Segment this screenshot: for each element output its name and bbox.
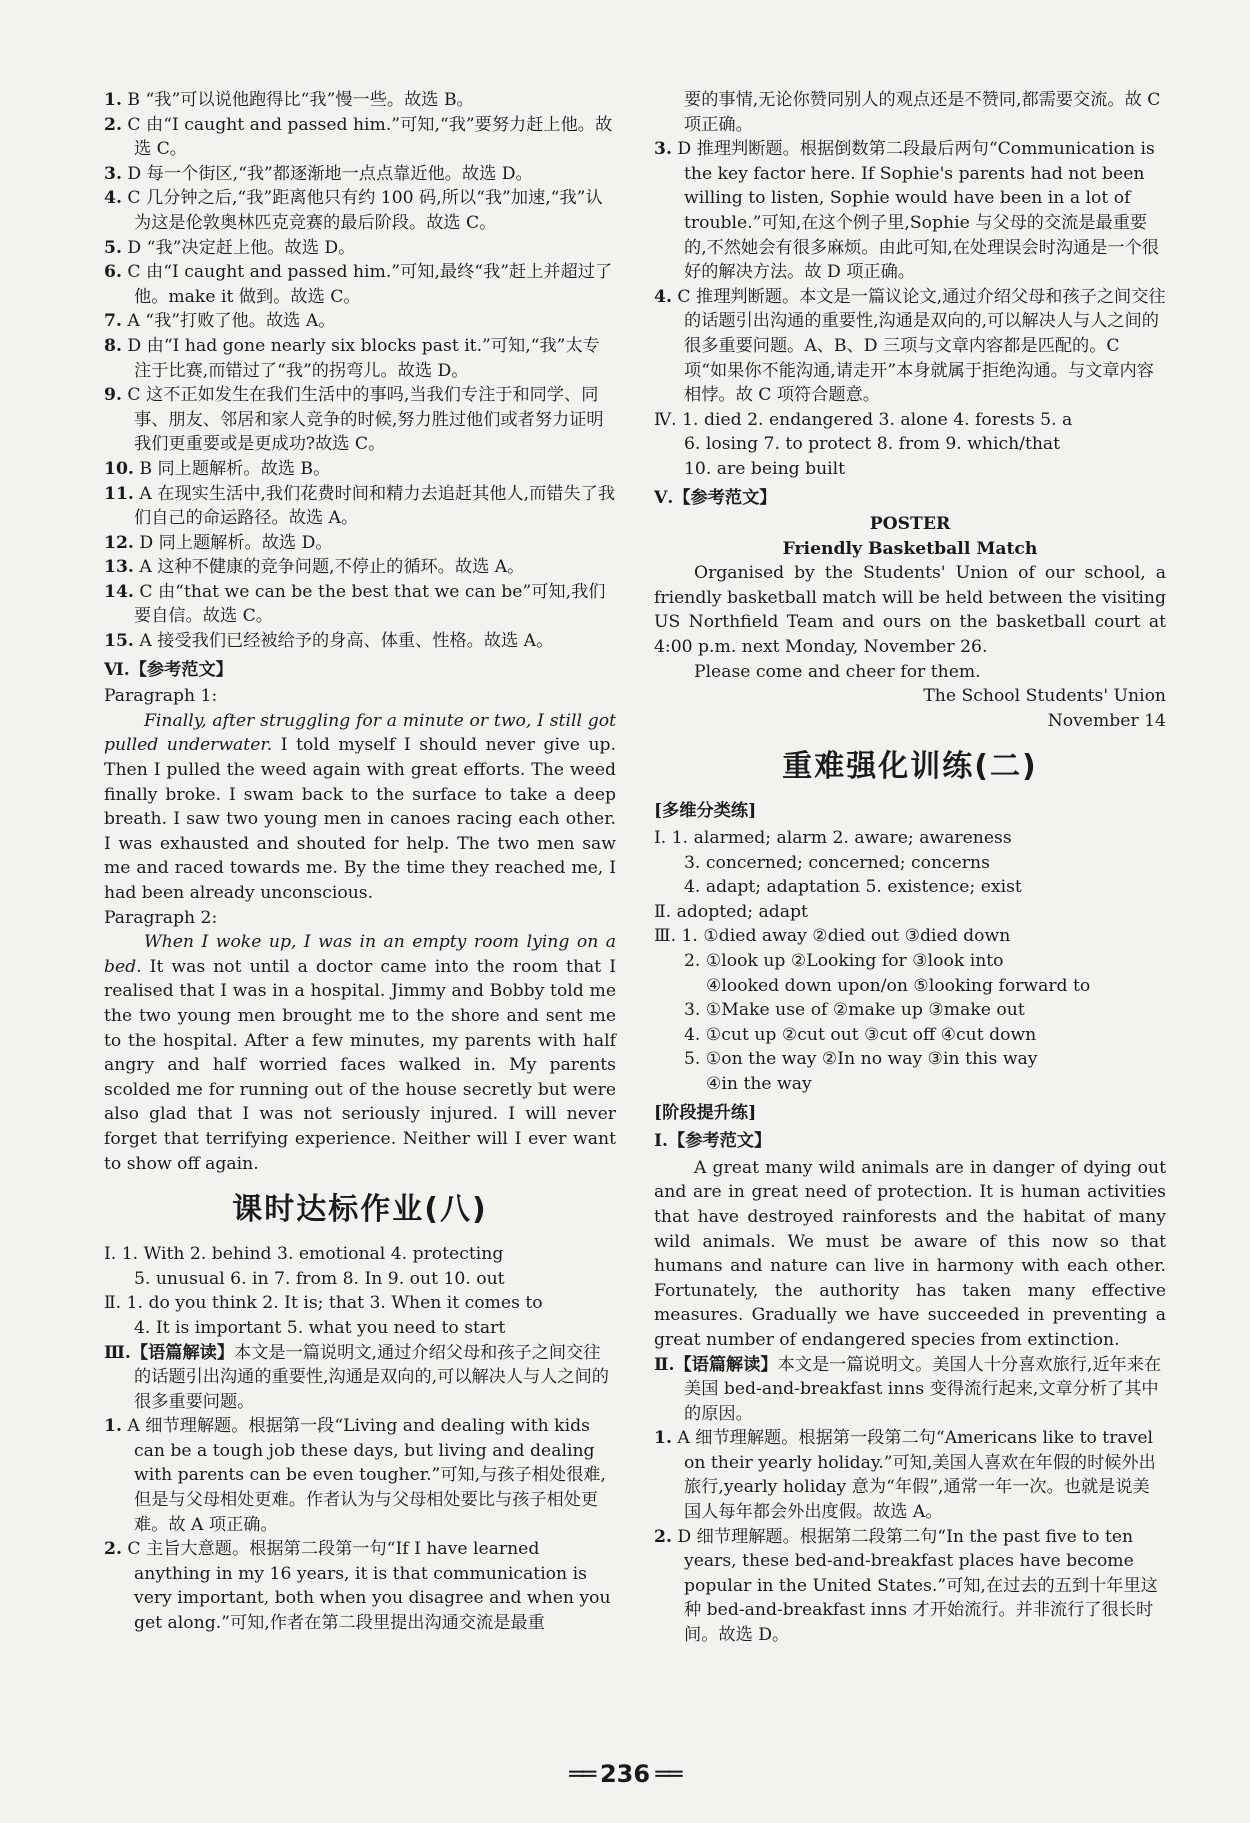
answer-item — [104, 383, 616, 457]
answer-number: 2. — [654, 1526, 672, 1547]
st2-text: 本文是一篇说明文。美国人十分喜欢旅行,近年来在美国 bed-and-breakfast inns 变得流行起来,文章分析了其中的原因。 — [684, 1354, 1162, 1424]
answer-number: 8. — [104, 335, 122, 356]
answer-text: C 这不正如发生在我们生活中的事吗,当我们专注于和同学、同事、朋友、邻居和家人竞争的时候,努力胜过他们或者努力证明我们更重要或是更成功?故选 C。 — [127, 385, 604, 455]
poster-invite: Please come and cheer for them. — [694, 661, 981, 682]
answer-item — [654, 1426, 1166, 1524]
answer-text: C 由“that we can be the best that we can be”可知,我们要自信。故选 C。 — [134, 581, 606, 627]
answer-item — [104, 580, 616, 629]
iv-line-2: 6. losing 7. to protect 8. from 9. which/that — [684, 434, 1061, 455]
answer-list-2 — [104, 1414, 616, 1635]
m3-line-7: ④in the way — [706, 1073, 812, 1094]
st2-reading-note — [654, 1353, 1166, 1427]
paragraph-1-label: Paragraph 1: — [104, 686, 218, 707]
answer-item — [104, 555, 616, 580]
multi-practice-heading: [多维分类练] — [654, 801, 757, 822]
answer-number: 1. — [104, 90, 122, 110]
poster-title: POSTER — [869, 514, 951, 535]
answer-number: 15. — [104, 631, 134, 652]
answer-number: 13. — [104, 557, 134, 578]
m1-line-2: 3. concerned; concerned; concerns — [684, 852, 990, 873]
answer-text: D 每一个街区,“我”都逐渐地一点点靠近他。故选 D。 — [127, 163, 533, 184]
answer-number: 1. — [104, 1416, 122, 1437]
paragraph-1-body: I told myself I should never give up. Then I pulled the weed again with great efforts. The weed finally broke. I swam back to the surface to take a deep breath. I saw two young men in canoes racing each other. I was exhausted and shouted for help. The two men saw me and raced towards me. By the time they reached me, I had been already unconscious. — [104, 735, 616, 903]
answer-text: A 细节理解题。根据第一段“Living and dealing with kids can be a tough job these days, but living and dealing with parents can be even tougher.”可知,与孩子相处很难,但是与父母相处更难。作者认为与父母相处要比与孩子相处更难。故 A 项正确。 — [127, 1416, 606, 1535]
answer-number: 11. — [104, 483, 134, 504]
poster-subtitle: Friendly Basketball Match — [782, 538, 1038, 559]
m2-line: Ⅱ. adopted; adapt — [654, 901, 808, 922]
vi-heading: Ⅵ.【参考范文】 — [104, 659, 233, 680]
answer-number: 4. — [654, 286, 672, 307]
answer-text: D “我”决定赶上他。故选 D。 — [127, 237, 356, 258]
paragraph-2-label: Paragraph 2: — [104, 907, 218, 928]
answer-text: A 这种不健康的竞争问题,不停止的循环。故选 A。 — [139, 557, 525, 578]
answer-item — [104, 186, 616, 235]
answer-text: D 同上题解析。故选 D。 — [139, 532, 333, 553]
answer-list-4 — [654, 1426, 1166, 1647]
answer-item — [654, 1525, 1166, 1648]
answer-item — [104, 531, 616, 556]
st1-heading: Ⅰ.【参考范文】 — [654, 1131, 772, 1152]
poster-signature: The School Students' Union — [923, 686, 1166, 707]
answer-text: D 推理判断题。根据倒数第二段最后两句“Communication is the key factor here. If Sophie's parents had not been willing to listen, Sophie would have been in a lot of trouble.”可知,在这个例子里,Sophie 与父母的交流是最重要的,不然她会有很多麻烦。由此可知,在处理误会时沟通是一个很好的解决方法。故 D 项正确。 — [677, 139, 1159, 283]
answer-text: D 细节理解题。根据第二段第二句“In the past five to ten years, these bed-and-breakfast places have become popular in the United States.”可知,在过去的五到十年里这种 bed-and-breakfast inns 才开始流行。并非流行了很长时间。故选 D。 — [677, 1526, 1158, 1646]
st1-body: A great many wild animals are in danger of dying out and are in great need of protection. It is human activities that have destroyed rainforests and the habitat of many wild animals. We must be aware of this now so that humans and nature can live in harmony with each other. Fortunately, the authority has taken many effective measures. Gradually we have succeeded in preventing a great number of endangered species from extinction. — [654, 1157, 1166, 1350]
answer-number: 2. — [104, 1539, 122, 1560]
answer-number: 4. — [104, 188, 122, 209]
paragraph-2-opening: When I woke up, I was in an empty room lying on a bed. — [104, 932, 616, 977]
v-heading: Ⅴ.【参考范文】 — [654, 487, 777, 508]
right-column — [654, 88, 1166, 1648]
answer-list-3 — [654, 137, 1166, 408]
s2-line-1: Ⅱ. 1. do you think 2. It is; that 3. When it comes to — [104, 1293, 543, 1314]
page-number-value: 236 — [599, 1760, 651, 1788]
s1-line-2: 5. unusual 6. in 7. from 8. In 9. out 10. out — [134, 1268, 505, 1289]
m3-line-6: 5. ①on the way ②In no way ③in this way — [684, 1049, 1038, 1070]
section-title-lesson-8: 课时达标作业(八) — [232, 1192, 488, 1228]
answer-item — [104, 457, 616, 482]
answer-text: C 由“I caught and passed him.”可知,“我”要努力赶上他。故选 C。 — [127, 114, 613, 160]
answer-text: A 在现实生活中,我们花费时间和精力去追赶其他人,而错失了我们自己的命运路径。故选 A。 — [134, 483, 616, 529]
s3-text: 本文是一篇说明文,通过介绍父母和孩子之间交往的话题引出沟通的重要性,沟通是双向的,可以解决人与人之间的很多重要问题。 — [134, 1342, 609, 1412]
answer-item — [104, 482, 616, 531]
s1-line-1: Ⅰ. 1. With 2. behind 3. emotional 4. protecting — [104, 1244, 504, 1265]
continued-text: 要的事情,无论你赞同别人的观点还是不赞同,都需要交流。故 C 项正确。 — [684, 90, 1161, 135]
left-column — [104, 88, 616, 1636]
poster-date: November 14 — [1047, 710, 1166, 731]
answer-item — [104, 1414, 616, 1537]
answer-item — [654, 137, 1166, 285]
m3-line-2: 2. ①look up ②Looking for ③look into — [684, 951, 1004, 971]
answer-text: B “我”可以说他跑得比“我”慢一些。故选 B。 — [127, 90, 474, 110]
answer-number: 6. — [104, 262, 122, 283]
stage-practice-heading: [阶段提升练] — [654, 1102, 757, 1123]
poster-body: Organised by the Students' Union of our school, a friendly basketball match will be held between the visiting US Northfield Team and ours on the basketball court at 4:00 p.m. next Monday, November 26. — [654, 563, 1166, 658]
answer-number: 3. — [654, 139, 672, 160]
paragraph-2-text — [104, 930, 616, 1176]
answer-text: C 由“I caught and passed him.”可知,最终“我”赶上并超过了他。make it 做到。故选 C。 — [127, 262, 613, 307]
m3-line-1: Ⅲ. 1. ①died away ②died out ③died down — [654, 926, 1011, 947]
answer-text: A 细节理解题。根据第一段第二句“Americans like to travel on their yearly holiday.”可知,美国人喜欢在年假的时候外出旅行,yearly holiday 意为“年假”,通常一年一次。也就是说美国人每年都会外出度假。故选 A。 — [677, 1428, 1156, 1523]
iv-line-3: 10. are being built — [684, 458, 846, 479]
s3-reading-note — [104, 1341, 616, 1415]
answer-number: 5. — [104, 237, 122, 258]
m1-line-3: 4. adapt; adaptation 5. existence; exist — [684, 877, 1022, 898]
answer-text: A “我”打败了他。故选 A。 — [127, 311, 336, 332]
answer-text: B 同上题解析。故选 B。 — [139, 458, 331, 479]
answer-item — [104, 334, 616, 383]
answer-number: 9. — [104, 385, 122, 406]
s2-line-2: 4. It is important 5. what you need to start — [134, 1317, 506, 1338]
answer-item — [104, 309, 616, 334]
answer-item — [104, 88, 616, 113]
answer-number: 2. — [104, 114, 122, 135]
answer-item — [104, 629, 616, 654]
page-number: ══ 236 ══ — [569, 1760, 681, 1788]
paragraph-1-opening: Finally, after struggling for a minute or two, I still got pulled underwater. — [104, 710, 616, 756]
m3-line-5: 4. ①cut up ②cut out ③cut off ④cut down — [684, 1024, 1037, 1045]
answer-item — [104, 236, 616, 261]
answer-number: 7. — [104, 311, 122, 332]
m1-line-1: Ⅰ. 1. alarmed; alarm 2. aware; awareness — [654, 828, 1012, 849]
answer-item — [654, 285, 1166, 408]
answer-text: C 推理判断题。本文是一篇议论文,通过介绍父母和孩子之间交往的话题引出沟通的重要性,沟通是双向的,可以解决人与人之间的很多重要问题。A、B、D 三项与文章内容都是匹配的。C 项“如果你不能沟通,请走开”本身就属于拒绝沟通。与文章内容相悖。故 C 项符合题意。 — [677, 286, 1166, 406]
answer-number: 10. — [104, 458, 134, 479]
answer-item — [104, 113, 616, 162]
s3-heading: Ⅲ.【语篇解读】 — [104, 1342, 235, 1363]
answer-number: 1. — [654, 1428, 672, 1449]
answer-list-1 — [104, 88, 616, 654]
answer-item — [104, 260, 616, 309]
answer-text: D 由“I had gone nearly six blocks past it.”可知,“我”太专注于比赛,而错过了“我”的拐弯儿。故选 D。 — [127, 335, 600, 381]
section-title-key-training-2: 重难强化训练(二) — [782, 749, 1038, 785]
paragraph-1-text — [104, 709, 616, 906]
m3-line-4: 3. ①Make use of ②make up ③make out — [684, 1000, 1025, 1021]
answer-text: C 主旨大意题。根据第二段第一句“If I have learned anything in my 16 years, it is that communication is very important, both when you disagree and when you get along.”可知,作者在第二段里提出沟通交流是最重 — [127, 1539, 611, 1634]
paragraph-2-body: It was not until a doctor came into the room that I realised that I was in a hospital. Jimmy and Bobby told me the two young men brought me to the shore and sent me to the hospital. After a few minutes, my parents with half angry and half worried faces walked in. My parents scolded me for running out of the house secretly but were also glad that I was not seriously injured. I will never forget that terrifying experience. Neither will I ever want to show off again. — [104, 956, 616, 1174]
answer-text: A 接受我们已经被给予的身高、体重、性格。故选 A。 — [139, 631, 554, 652]
answer-number: 14. — [104, 581, 134, 602]
st2-heading: Ⅱ.【语篇解读】 — [654, 1354, 778, 1375]
iv-line-1: Ⅳ. 1. died 2. endangered 3. alone 4. forests 5. a — [654, 409, 1073, 430]
answer-item — [104, 162, 616, 187]
answer-number: 12. — [104, 532, 134, 553]
m3-line-3: ④looked down upon/on ⑤looking forward to — [706, 975, 1091, 996]
answer-text: C 几分钟之后,“我”距离他只有约 100 码,所以“我”加速,“我”认为这是伦敦奥林匹克竞赛的最后阶段。故选 C。 — [127, 188, 603, 233]
answer-number: 3. — [104, 163, 122, 184]
answer-item — [104, 1537, 616, 1635]
